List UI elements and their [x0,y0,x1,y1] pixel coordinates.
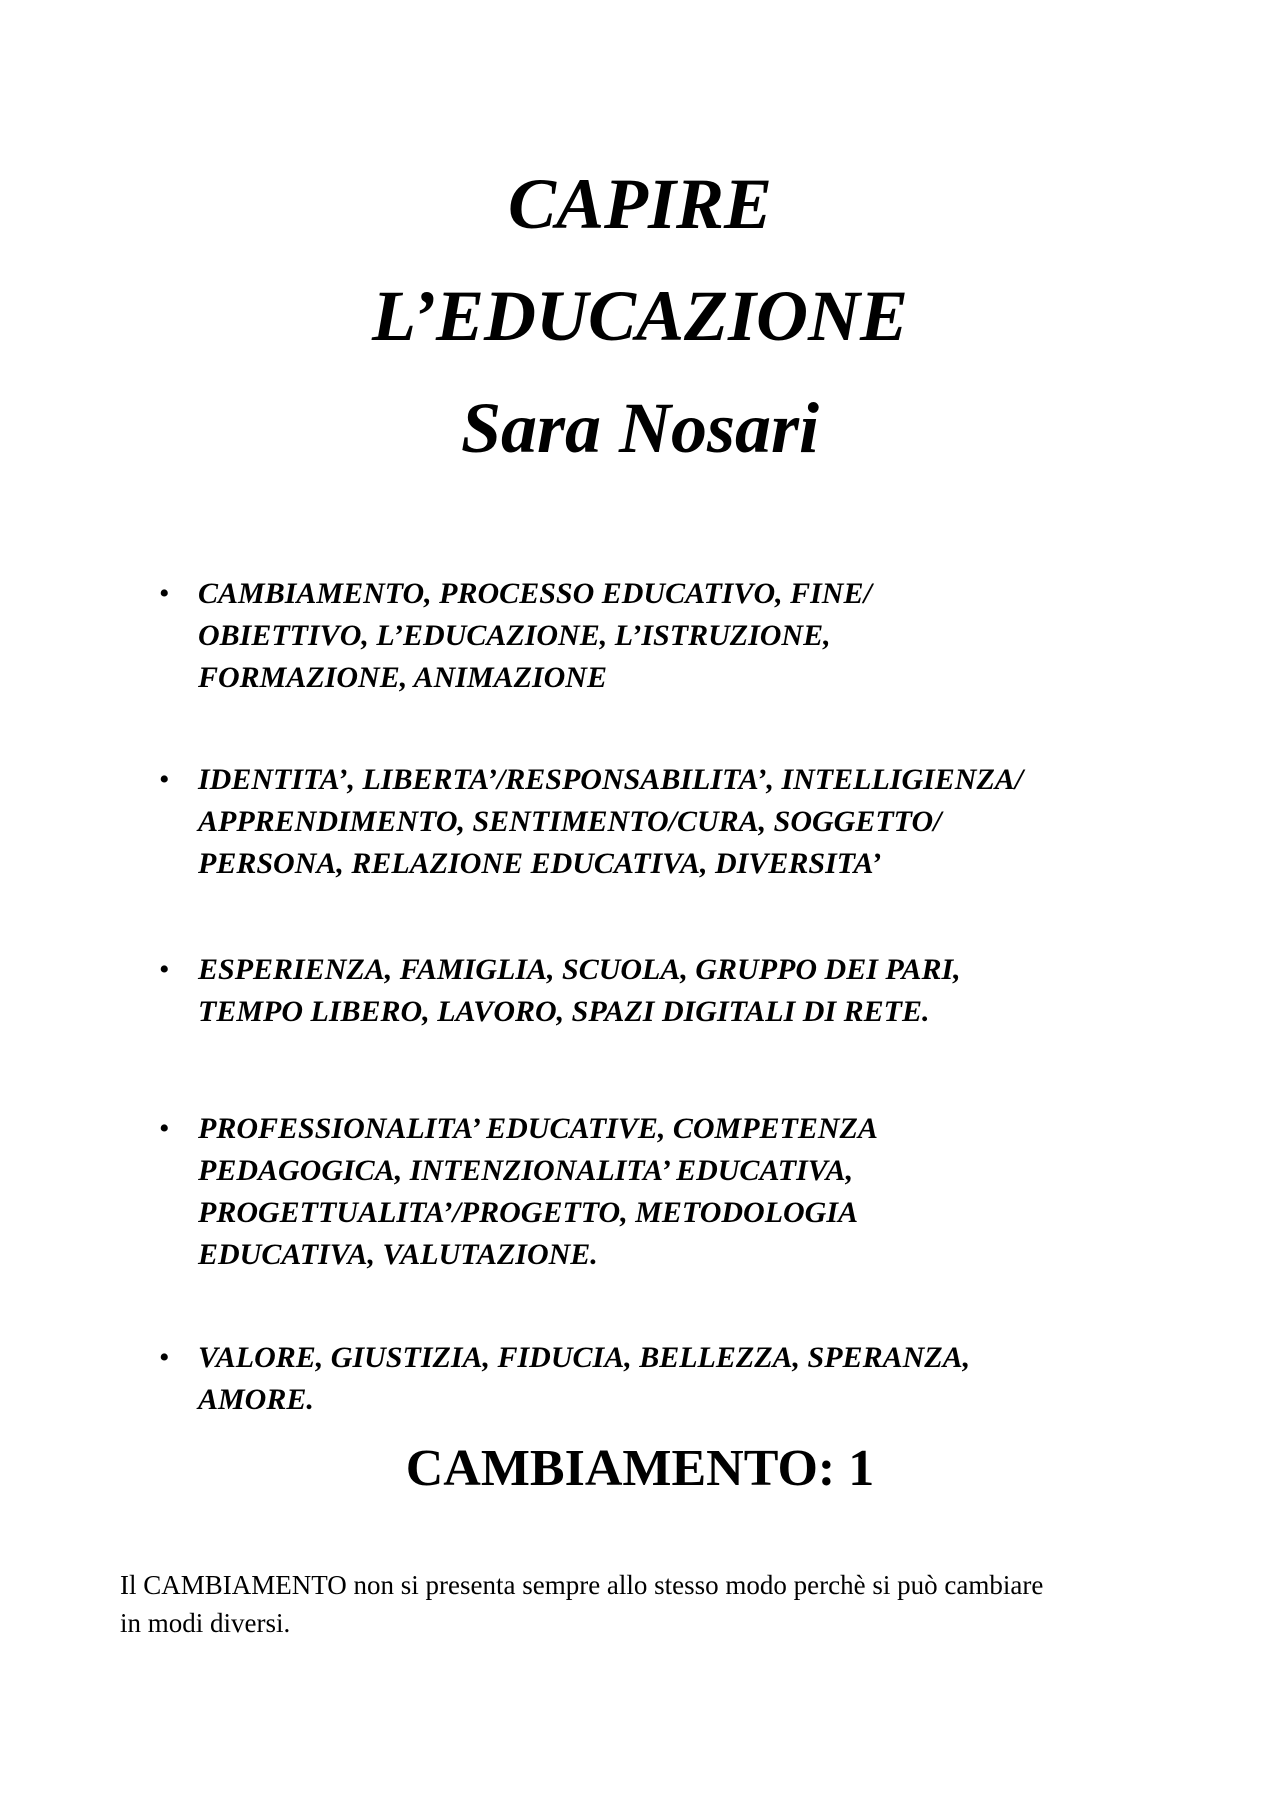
topic-line: OBIETTIVO, L’EDUCAZIONE, L’ISTRUZIONE, [198,619,831,652]
document-title [0,148,1280,484]
topic-item-professionalita [159,1108,1188,1276]
body-paragraph [120,1566,1180,1642]
bullet-icon: • [159,1112,170,1145]
topic-line: PROGETTUALITA’/PROGETTO, METODOLOGIA [198,1196,859,1229]
topic-line: PROFESSIONALITA’ EDUCATIVE, COMPETENZA [198,1112,878,1145]
section-heading: CAMBIAMENTO: 1 [405,1440,875,1497]
bullet-icon: • [159,577,170,610]
topic-line: PEDAGOGICA, INTENZIONALITA’ EDUCATIVA, [198,1154,854,1187]
bullet-icon: • [159,1341,170,1374]
title-line-author: Sara Nosari [460,388,820,468]
topic-line: AMORE. [198,1383,314,1416]
topic-line: FORMAZIONE, ANIMAZIONE [198,661,607,694]
topic-line: CAMBIAMENTO, PROCESSO EDUCATIVO, FINE/ [198,577,872,610]
topic-item-cambiamento [159,573,1188,699]
topic-line: EDUCATIVA, VALUTAZIONE. [198,1238,598,1271]
topic-item-valore [159,1337,1188,1421]
body-line: Il CAMBIAMENTO non si presenta sempre allo stesso modo perchè si può cambiare [120,1570,1044,1600]
title-line-educazione: L’EDUCAZIONE [371,276,909,356]
topic-line: VALORE, GIUSTIZIA, FIDUCIA, BELLEZZA, SPERANZA, [198,1341,971,1374]
bullet-icon: • [159,953,170,986]
topic-line: TEMPO LIBERO, LAVORO, SPAZI DIGITALI DI RETE. [198,995,930,1028]
topic-line: ESPERIENZA, FAMIGLIA, SCUOLA, GRUPPO DEI PARI, [198,953,961,986]
topic-line: IDENTITA’, LIBERTA’/RESPONSABILITA’, INTELLIGIENZA/ [198,763,1024,796]
topic-line: PERSONA, RELAZIONE EDUCATIVA, DIVERSITA’ [198,847,882,880]
topic-item-esperienza [159,949,1188,1033]
topic-item-identita [159,759,1188,885]
title-line-capire: CAPIRE [507,164,773,244]
bullet-icon: • [159,763,170,796]
topic-line: APPRENDIMENTO, SENTIMENTO/CURA, SOGGETTO/ [198,805,942,838]
body-line: in modi diversi. [120,1608,291,1638]
